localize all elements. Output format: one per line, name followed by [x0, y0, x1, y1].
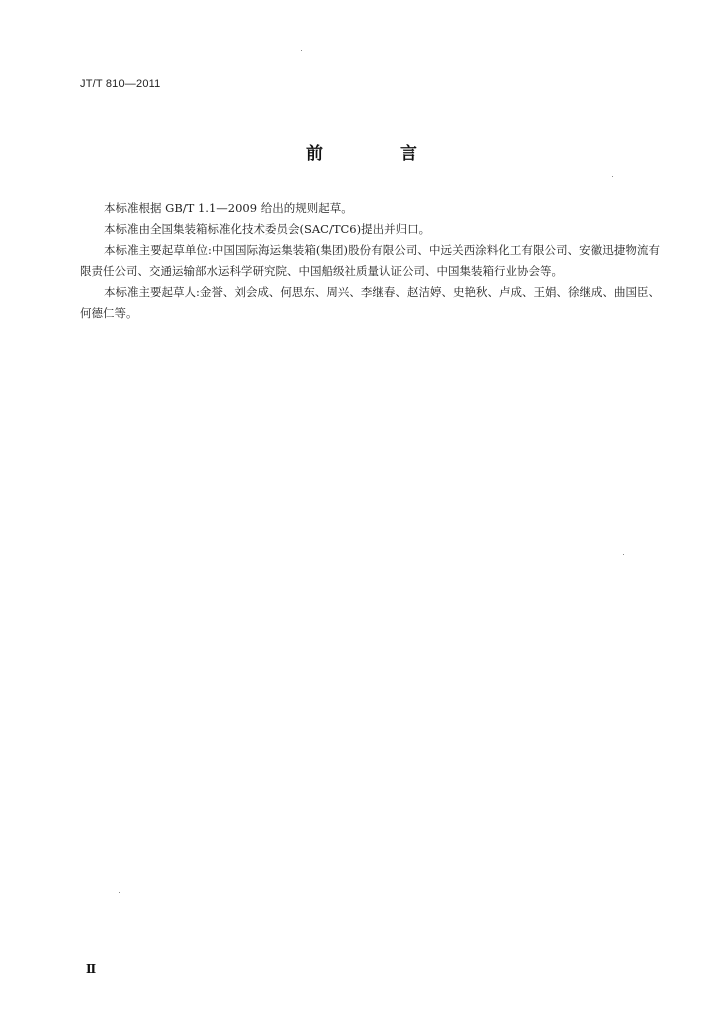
- page-number: Ⅱ: [86, 962, 97, 976]
- paragraph-drafting-units: 本标准主要起草单位:中国国际海运集装箱(集团)股份有限公司、中远关西涂料化工有限公司、安徽迅捷物流有限责任公司、交通运输部水运科学研究院、中国船级社质量认证公司、中国集装箱行业协会等。: [80, 243, 660, 278]
- scan-speck: [119, 892, 120, 893]
- paragraph-drafters: 本标准主要起草人:金誉、刘会成、何思东、周兴、李继春、赵洁婷、史艳秋、卢成、王娟、徐继成、曲国臣、何德仁等。: [80, 285, 660, 320]
- paragraph-drafting-rules: 本标准根据 GB/T 1.1—2009 给出的规则起草。: [104, 201, 353, 215]
- scan-speck: [623, 554, 624, 555]
- paragraph-proposer: 本标准由全国集装箱标准化技术委员会(SAC/TC6)提出并归口。: [104, 222, 431, 236]
- standard-number: JT/T 810—2011: [80, 78, 161, 90]
- preface-body: [80, 198, 660, 324]
- scan-speck: [612, 176, 613, 177]
- scan-speck: [301, 50, 302, 51]
- section-title: 前 言: [306, 144, 447, 164]
